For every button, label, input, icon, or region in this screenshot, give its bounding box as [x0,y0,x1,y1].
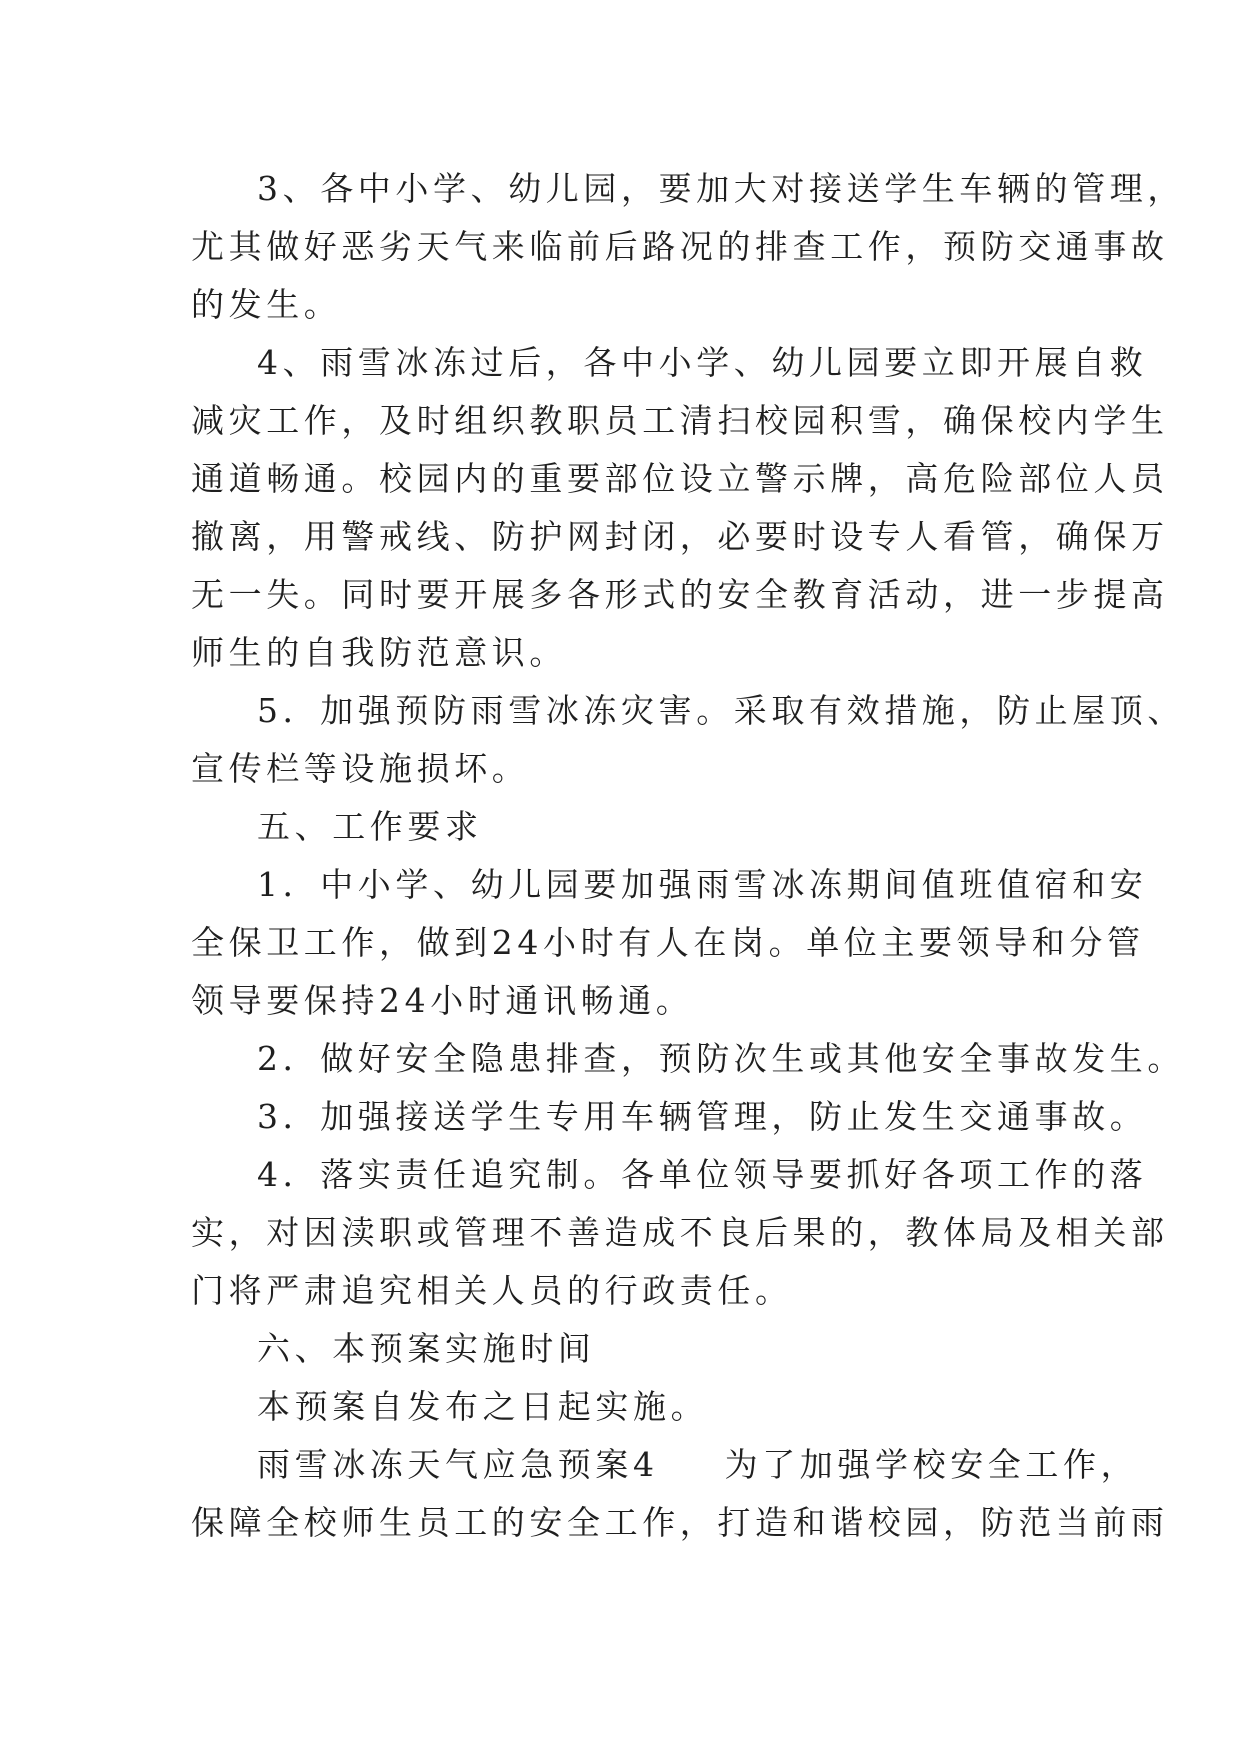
section-heading: 五、工作要求 [257,807,483,846]
text-line: 4、雨雪冰冻过后，各中小学、幼儿园要立即开展自救 [257,343,1148,382]
text-line: 1．中小学、幼儿园要加强雨雪冰冻期间值班值宿和安 [257,865,1148,904]
text-line [191,1436,1139,1494]
text-line: 领导要保持24小时通讯畅通。 [191,981,694,1020]
text-line: 实，对因渎职或管理不善造成不良后果的，教体局及相关部 [191,1213,1169,1252]
document-body [191,160,1185,1552]
text-line: 2．做好安全隐患排查，预防次生或其他安全事故发生。 [257,1039,1185,1078]
text-line: 3．加强接送学生专用车辆管理，防止发生交通事故。 [257,1097,1148,1136]
text-line: 4．落实责任追究制。各单位领导要抓好各项工作的落 [257,1155,1148,1194]
text-line: 本预案自发布之日起实施。 [257,1387,709,1426]
text-line: 的发生。 [191,285,342,324]
text-line: 门将严肃追究相关人员的行政责任。 [191,1271,793,1310]
text-line: 保障全校师生员工的安全工作，打造和谐校园，防范当前雨 [191,1503,1169,1542]
section-heading: 六、本预案实施时间 [257,1329,596,1368]
text-line: 3、各中小学、幼儿园，要加大对接送学生车辆的管理， [257,169,1185,208]
text-line: 5．加强预防雨雪冰冻灾害。采取有效措施，防止屋顶、 [257,691,1185,730]
plan-intro: 为了加强学校安全工作， [724,1445,1139,1484]
text-line: 撤离，用警戒线、防护网封闭，必要时设专人看管，确保万 [191,517,1169,556]
text-line: 宣传栏等设施损坏。 [191,749,530,788]
text-line: 尤其做好恶劣天气来临前后路况的排查工作，预防交通事故 [191,227,1169,266]
plan-title: 雨雪冰冻天气应急预案4 [257,1445,659,1484]
text-line: 全保卫工作，做到24小时有人在岗。单位主要领导和分管 [191,923,1145,962]
text-line: 减灾工作，及时组织教职员工清扫校园积雪，确保校内学生 [191,401,1169,440]
text-line: 无一失。同时要开展多各形式的安全教育活动，进一步提高 [191,575,1169,614]
text-line: 通道畅通。校园内的重要部位设立警示牌，高危险部位人员 [191,459,1169,498]
text-line: 师生的自我防范意识。 [191,633,567,672]
